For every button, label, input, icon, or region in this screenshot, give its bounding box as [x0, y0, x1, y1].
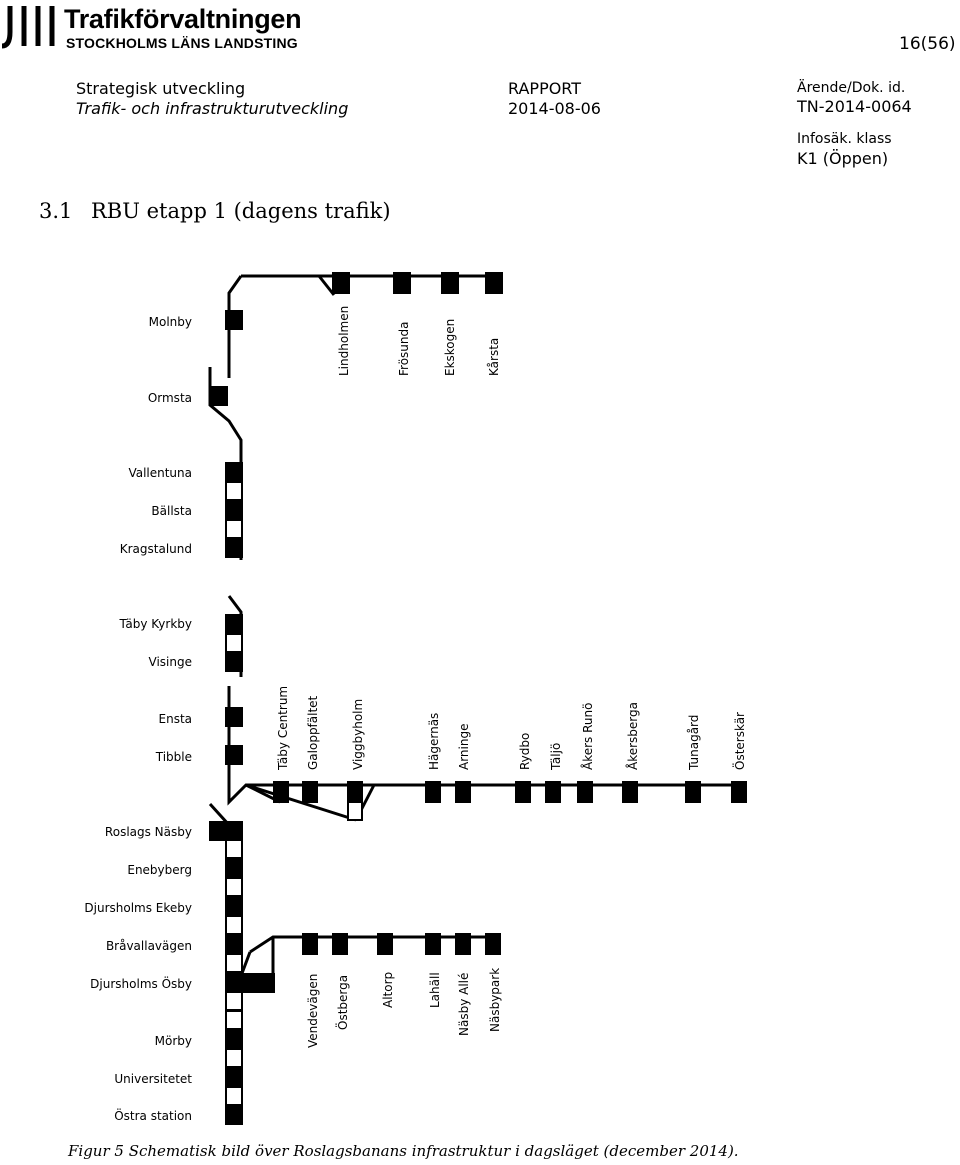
station-label-åkers-runö: Åkers Runö	[581, 702, 595, 770]
station-labels	[84, 306, 747, 1123]
station-block	[442, 273, 458, 293]
station-block-open	[226, 520, 242, 538]
station-label-bällsta: Bällsta	[151, 504, 192, 518]
section-title: RBU etapp 1 (dagens trafik)	[91, 199, 391, 223]
station-label-frösunda: Frösunda	[397, 321, 411, 376]
station-label-åkersberga: Åkersberga	[626, 702, 640, 770]
station-block	[274, 782, 288, 802]
station-block	[426, 934, 440, 954]
station-label-kragstalund: Kragstalund	[119, 542, 192, 556]
station-label-täljö: Täljö	[549, 742, 563, 770]
department: Strategisk utveckling	[76, 79, 246, 98]
station-block	[226, 708, 242, 726]
station-label-mörby: Mörby	[154, 1034, 192, 1048]
station-label-hägernäs: Hägernäs	[427, 712, 441, 770]
station-label-kårsta: Kårsta	[487, 337, 501, 376]
station-block	[378, 934, 392, 954]
station-block	[226, 311, 242, 329]
station-block	[210, 822, 242, 840]
station-label-altorp: Altorp	[381, 971, 395, 1008]
station-label-täby-kyrkby: Täby Kyrkby	[119, 617, 192, 631]
page-number: 16(56)	[899, 34, 956, 54]
doc-type: RAPPORT	[508, 79, 582, 98]
station-block	[226, 463, 242, 481]
station-block	[226, 501, 242, 519]
station-block	[333, 273, 349, 293]
station-block-open	[226, 992, 242, 1010]
station-label-ekskogen: Ekskogen	[443, 318, 457, 376]
station-block	[732, 782, 746, 802]
station-block-open	[226, 878, 242, 896]
station-label-djursholms-ösby: Djursholms Ösby	[90, 977, 192, 991]
station-block	[226, 1068, 242, 1086]
station-block-open	[226, 634, 242, 652]
station-label-galoppfältet: Galoppfältet	[306, 695, 320, 770]
station-label-lahäll: Lahäll	[428, 972, 442, 1008]
station-markers	[210, 273, 746, 1124]
station-block	[456, 782, 470, 802]
station-block	[226, 974, 274, 992]
station-block	[686, 782, 700, 802]
station-block-open	[226, 1087, 242, 1105]
station-block	[394, 273, 410, 293]
station-label-tibble: Tibble	[155, 750, 192, 764]
station-label-österskär: Österskär	[733, 712, 747, 770]
station-label-molnby: Molnby	[148, 315, 192, 329]
station-block-open	[226, 1011, 242, 1029]
station-label-roslags-näsby: Roslags Näsby	[104, 825, 192, 839]
section-number: 3.1	[39, 199, 73, 223]
station-block	[578, 782, 592, 802]
station-block	[333, 934, 347, 954]
station-block	[456, 934, 470, 954]
station-block-open	[226, 954, 242, 972]
station-block	[348, 782, 362, 802]
track-segment	[319, 276, 334, 295]
track-lines	[210, 276, 746, 1120]
station-block	[516, 782, 530, 802]
station-block	[226, 1106, 242, 1124]
station-block-open	[226, 1049, 242, 1067]
ref-label: Ärende/Dok. id.	[797, 80, 906, 96]
station-block-open	[226, 840, 242, 858]
station-label-enebyberg: Enebyberg	[127, 863, 192, 877]
class-label: Infosäk. klass	[797, 131, 892, 147]
station-block	[486, 934, 500, 954]
station-block	[426, 782, 440, 802]
station-label-östberga: Östberga	[336, 974, 350, 1030]
class-value: K1 (Öppen)	[797, 149, 889, 168]
track-segment	[246, 785, 356, 820]
station-label-östra-station: Östra station	[114, 1109, 192, 1123]
station-label-näsby-allé: Näsby Allé	[457, 972, 471, 1036]
station-block	[486, 273, 502, 293]
logo-name: Trafikförvaltningen	[64, 4, 302, 34]
station-label-rydbo: Rydbo	[518, 732, 532, 770]
station-block	[226, 1030, 242, 1048]
station-block	[303, 782, 317, 802]
station-label-djursholms-ekeby: Djursholms Ekeby	[84, 901, 192, 915]
station-label-ormsta: Ormsta	[147, 391, 192, 405]
station-label-vallentuna: Vallentuna	[128, 466, 192, 480]
station-block	[226, 897, 242, 915]
logo-subtitle: STOCKHOLMS LÄNS LANDSTING	[66, 35, 298, 51]
station-block	[226, 746, 242, 764]
station-block	[211, 387, 227, 405]
station-label-vendevägen: Vendevägen	[306, 973, 320, 1048]
station-block	[226, 859, 242, 877]
ref-id: TN-2014-0064	[797, 97, 912, 116]
station-block	[303, 934, 317, 954]
station-label-tunagård: Tunagård	[687, 714, 701, 770]
station-label-ensta: Ensta	[158, 712, 192, 726]
station-label-näsbypark: Näsbypark	[488, 967, 502, 1032]
station-block	[226, 615, 242, 633]
station-block	[623, 782, 637, 802]
unit: Trafik- och infrastrukturutveckling	[76, 99, 349, 118]
station-label-viggbyholm: Viggbyholm	[351, 698, 365, 770]
doc-date: 2014-08-06	[508, 99, 601, 118]
station-block-open	[226, 482, 242, 500]
station-block	[546, 782, 560, 802]
station-block	[226, 539, 242, 557]
station-label-universitetet: Universitetet	[114, 1072, 192, 1086]
figure-caption: Figur 5 Schematisk bild över Roslagsbanans infrastruktur i dagsläget (december 2014).	[68, 1142, 739, 1160]
station-block	[226, 935, 242, 953]
station-block-open	[348, 802, 362, 820]
station-block-open	[226, 916, 242, 934]
station-label-bråvallavägen: Bråvallavägen	[105, 939, 192, 953]
station-block	[226, 653, 242, 671]
station-label-lindholmen: Lindholmen	[337, 305, 351, 376]
station-label-täby-centrum: Täby Centrum	[276, 685, 290, 770]
station-label-arninge: Arninge	[457, 723, 471, 770]
station-label-visinge: Visinge	[148, 655, 192, 669]
